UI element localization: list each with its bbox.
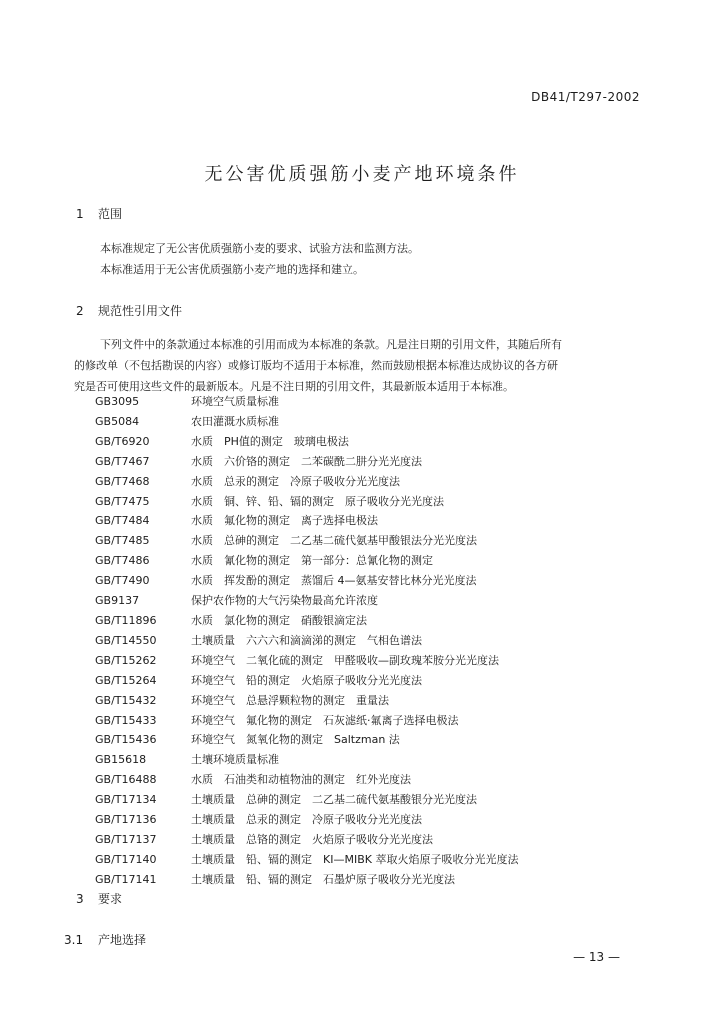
page-number: — 13 — xyxy=(573,950,620,964)
section-number: 3.1 xyxy=(64,933,84,947)
reference-title: 水质 PH值的测定 玻璃电极法 xyxy=(191,434,349,448)
reference-row xyxy=(95,511,518,531)
reference-row xyxy=(95,631,518,651)
section-3-heading xyxy=(76,890,122,907)
reference-row xyxy=(95,870,518,890)
reference-code: GB/T15436 xyxy=(95,733,157,747)
reference-code: GB/T7490 xyxy=(95,574,150,588)
reference-code: GB/T15432 xyxy=(95,693,157,707)
reference-code: GB/T16488 xyxy=(95,773,157,787)
section-3-1-heading xyxy=(64,931,146,948)
reference-title: 水质 氯化物的测定 硝酸银滴定法 xyxy=(191,613,367,627)
section-title: 要求 xyxy=(98,892,123,906)
scope-line: 本标准适用于无公害优质强筋小麦产地的选择和建立。 xyxy=(100,263,364,276)
reference-title: 水质 总砷的测定 二乙基二硫代氨基甲酸银法分光光度法 xyxy=(191,534,477,548)
reference-code: GB/T11896 xyxy=(95,613,157,627)
reference-code: GB15618 xyxy=(95,753,147,767)
reference-code: GB/T15262 xyxy=(95,653,157,667)
reference-row xyxy=(95,730,518,750)
reference-code: GB/T15433 xyxy=(95,713,157,727)
reference-title: 土壤质量 铅、镉的测定 KI—MIBK 萃取火焰原子吸收分光光度法 xyxy=(191,852,519,866)
section-title: 规范性引用文件 xyxy=(98,304,183,318)
scope-line: 本标准规定了无公害优质强筋小麦的要求、试验方法和监测方法。 xyxy=(100,242,419,255)
reference-row xyxy=(95,691,518,711)
reference-title: 水质 挥发酚的测定 蒸馏后 4—氨基安替比林分光光度法 xyxy=(191,574,477,588)
section-1-heading xyxy=(76,205,122,222)
section-title: 范围 xyxy=(98,207,123,221)
reference-code: GB/T17137 xyxy=(95,832,157,846)
intro-line: 下列文件中的条款通过本标准的引用而成为本标准的条款。凡是注日期的引用文件，其随后所有 xyxy=(100,338,562,351)
section-number: 1 xyxy=(76,207,84,221)
reference-title: 土壤环境质量标准 xyxy=(191,753,279,767)
reference-row xyxy=(95,551,518,571)
reference-row xyxy=(95,472,518,492)
reference-title: 土壤质量 总汞的测定 冷原子吸收分光光度法 xyxy=(191,813,422,827)
references-intro xyxy=(74,334,654,397)
reference-title: 保护农作物的大气污染物最高允许浓度 xyxy=(191,594,378,608)
reference-title: 土壤质量 铅、镉的测定 石墨炉原子吸收分光光度法 xyxy=(191,872,455,886)
reference-title: 环境空气 氮氧化物的测定 Saltzman 法 xyxy=(191,733,400,747)
reference-code: GB9137 xyxy=(95,594,140,608)
reference-row xyxy=(95,810,518,830)
reference-row xyxy=(95,432,518,452)
scope-paragraph xyxy=(100,238,419,280)
reference-title: 水质 铜、锌、铅、镉的测定 原子吸收分光光度法 xyxy=(191,494,444,508)
reference-row xyxy=(95,750,518,770)
reference-code: GB/T17141 xyxy=(95,872,157,886)
reference-code: GB/T14550 xyxy=(95,633,157,647)
reference-row xyxy=(95,452,518,472)
reference-row xyxy=(95,571,518,591)
reference-row xyxy=(95,651,518,671)
reference-row xyxy=(95,492,518,512)
reference-row xyxy=(95,531,518,551)
reference-row xyxy=(95,671,518,691)
reference-title: 环境空气 氟化物的测定 石灰滤纸·氟离子选择电极法 xyxy=(191,713,459,727)
reference-title: 土壤质量 总砷的测定 二乙基二硫代氨基酸银分光光度法 xyxy=(191,793,477,807)
reference-code: GB/T7467 xyxy=(95,454,150,468)
reference-row xyxy=(95,591,518,611)
section-title: 产地选择 xyxy=(98,933,147,947)
reference-code: GB5084 xyxy=(95,414,140,428)
reference-code: GB/T7486 xyxy=(95,554,150,568)
reference-code: GB/T7468 xyxy=(95,474,150,488)
reference-row xyxy=(95,790,518,810)
reference-title: 水质 六价铬的测定 二苯碳酰二肼分光光度法 xyxy=(191,454,422,468)
reference-row xyxy=(95,611,518,631)
reference-row xyxy=(95,850,518,870)
reference-title: 水质 氟化物的测定 离子选择电极法 xyxy=(191,514,378,528)
intro-line: 究是否可使用这些文件的最新版本。凡是不注日期的引用文件，其最新版本适用于本标准。 xyxy=(74,380,514,393)
intro-line: 的修改单（不包括勘误的内容）或修订版均不适用于本标准，然而鼓励根据本标准达成协议的各方研 xyxy=(74,359,558,372)
reference-row xyxy=(95,412,518,432)
reference-code: GB/T17136 xyxy=(95,813,157,827)
reference-title: 环境空气质量标准 xyxy=(191,395,279,408)
reference-title: 环境空气 总悬浮颗粒物的测定 重量法 xyxy=(191,693,389,707)
reference-title: 土壤质量 六六六和滴滴涕的测定 气相色谱法 xyxy=(191,633,422,647)
reference-title: 水质 石油类和动植物油的测定 红外光度法 xyxy=(191,773,411,787)
reference-row xyxy=(95,711,518,731)
reference-code: GB3095 xyxy=(95,395,140,408)
reference-title: 水质 总汞的测定 冷原子吸收分光光度法 xyxy=(191,474,400,488)
section-number: 3 xyxy=(76,892,84,906)
document-code: DB41/T297-2002 xyxy=(531,90,640,104)
reference-row xyxy=(95,830,518,850)
reference-row xyxy=(95,770,518,790)
reference-title: 农田灌溉水质标准 xyxy=(191,414,279,428)
document-title: 无公害优质强筋小麦产地环境条件 xyxy=(204,164,520,185)
reference-title: 环境空气 二氧化硫的测定 甲醛吸收—副玫瑰苯胺分光光度法 xyxy=(191,653,499,667)
references-list xyxy=(95,392,518,890)
section-number: 2 xyxy=(76,304,84,318)
reference-title: 土壤质量 总铬的测定 火焰原子吸收分光光度法 xyxy=(191,832,433,846)
section-2-heading xyxy=(76,302,182,319)
reference-code: GB/T6920 xyxy=(95,434,150,448)
reference-title: 水质 氰化物的测定 第一部分：总氰化物的测定 xyxy=(191,554,433,568)
reference-code: GB/T7485 xyxy=(95,534,150,548)
reference-code: GB/T7484 xyxy=(95,514,150,528)
reference-code: GB/T15264 xyxy=(95,673,157,687)
reference-title: 环境空气 铅的测定 火焰原子吸收分光光度法 xyxy=(191,673,422,687)
reference-code: GB/T17134 xyxy=(95,793,157,807)
reference-code: GB/T17140 xyxy=(95,852,157,866)
reference-code: GB/T7475 xyxy=(95,494,150,508)
reference-row xyxy=(95,392,518,412)
